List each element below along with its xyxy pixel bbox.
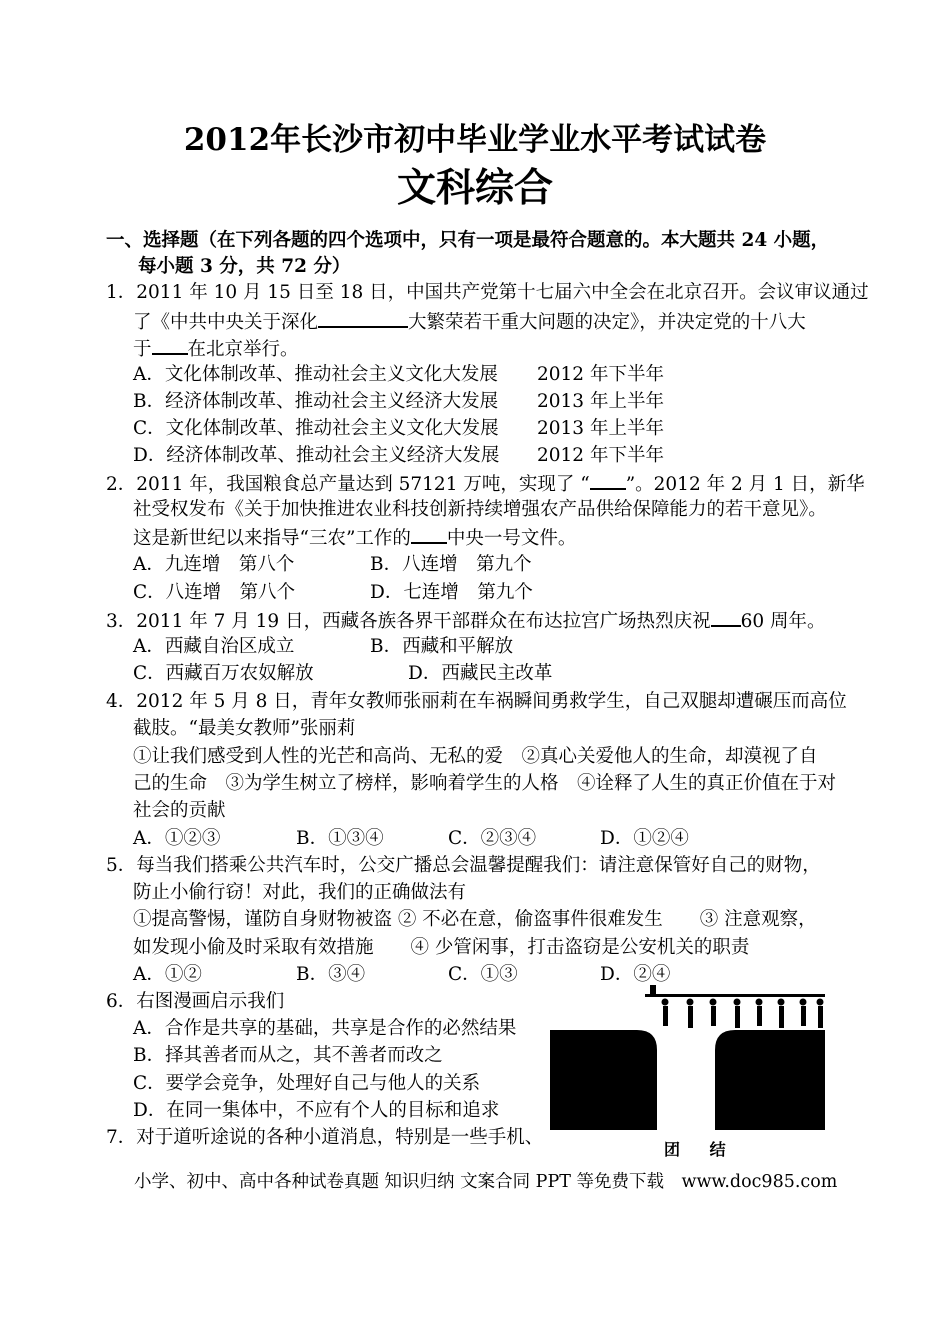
q5-option-d: D．②④ (600, 964, 671, 985)
q5-stem: 5．每当我们搭乘公共汽车时，公交广播总会温馨提醒我们：请注意保管好自己的财物， (106, 855, 821, 876)
q2-stem-line2: 社受权发布《关于加快推进农业科技创新持续增强农产品供给保障能力的若干意见》。 (133, 499, 827, 520)
q4-option-a: A．①②③ (133, 828, 221, 849)
q2-option-b: B．八连增 第九个 (370, 554, 532, 575)
q5-statements: ①提高警惕，谨防自身财物被盗 ② 不必在意，偷盗事件很难发生 ③ 注意观察， (133, 909, 817, 930)
page-footer: 小学、初中、高中各种试卷真题 知识归纳 文案合同 PPT 等免费下载 www.doc985.com (134, 1172, 838, 1192)
answer-blank (590, 470, 626, 490)
answer-blank (411, 524, 447, 544)
q2-option-c: C．八连增 第八个 (133, 582, 296, 603)
q1-option-d: D．经济体制改革、推动社会主义经济大发展 (133, 445, 500, 466)
exam-title: 2012年长沙市初中毕业学业水平考试试卷 (183, 122, 767, 158)
cartoon-caption: 团 结 (664, 1140, 738, 1159)
q7-stem: 7．对于道听途说的各种小道消息，特别是一些手机、 (106, 1127, 544, 1148)
q3-option-d: D．西藏民主改革 (408, 663, 553, 684)
q1-option-a-time: 2012 年下半年 (537, 364, 664, 385)
q4-statements: ①让我们感受到人性的光芒和高尚、无私的爱 ②真心关爱他人的生命，却漠视了自 (133, 746, 818, 767)
unity-cartoon-image (545, 985, 830, 1160)
q4-stem: 4．2012 年 5 月 8 日，青年女教师张丽莉在车祸瞬间勇救学生，自己双腿却遭碾压而高位 (106, 691, 847, 712)
exam-subject: 文科综合 (396, 165, 553, 211)
q4-statements-line2: 己的生命 ③为学生树立了榜样，影响着学生的人格 ④诠释了人生的真正价值在于对 (133, 773, 837, 794)
q1-stem-line3: 于 在北京举行。 (133, 335, 299, 363)
answer-blank (318, 308, 408, 328)
q4-stem-line2: 截肢。“最美女教师”张丽莉 (133, 718, 356, 739)
q6-option-b: B．择其善者而从之，其不善者而改之 (133, 1045, 443, 1066)
q4-option-c: C．②③④ (448, 828, 537, 849)
q3-stem: 3．2011 年 7 月 19 日，西藏各族各界干部群众在布达拉宫广场热烈庆祝 60 周年。 (106, 607, 826, 635)
section-heading-cont: 每小题 3 分，共 72 分） (138, 256, 351, 277)
q1-option-b-time: 2013 年上半年 (537, 391, 664, 412)
q1-option-d-time: 2012 年下半年 (537, 445, 664, 466)
q5-option-b: B．③④ (296, 964, 366, 985)
q1-stem-line2: 了《中共中央关于深化 大繁荣若干重大问题的决定》，并决定党的十八大 (133, 308, 806, 336)
q6-option-a: A．合作是共享的基础，共享是合作的必然结果 (133, 1018, 517, 1039)
q2-option-a: A．九连增 第八个 (133, 554, 295, 575)
q6-stem: 6．右图漫画启示我们 (106, 991, 285, 1012)
q1-option-c: C．文化体制改革、推动社会主义文化大发展 (133, 418, 499, 439)
q1-option-a: A．文化体制改革、推动社会主义文化大发展 (133, 364, 498, 385)
answer-blank (711, 607, 741, 627)
q3-option-c: C．西藏百万农奴解放 (133, 663, 314, 684)
q1-stem: 1．2011 年 10 月 15 日至 18 日，中国共产党第十七届六中全会在北京召开。会议审议通过 (106, 282, 869, 303)
q1-option-c-time: 2013 年上半年 (537, 418, 664, 439)
answer-blank (152, 335, 188, 355)
q4-statements-line3: 社会的贡献 (133, 800, 226, 821)
q3-option-a: A．西藏自治区成立 (133, 636, 295, 657)
q4-option-d: D．①②④ (600, 828, 689, 849)
q3-option-b: B．西藏和平解放 (370, 636, 514, 657)
q6-option-c: C．要学会竞争，处理好自己与他人的关系 (133, 1073, 481, 1094)
q6-option-d: D．在同一集体中，不应有个人的目标和追求 (133, 1100, 500, 1121)
q5-option-c: C．①③ (448, 964, 518, 985)
section-heading: 一、选择题（在下列各题的四个选项中，只有一项是最符合题意的。本大题共 24 小题， (106, 230, 830, 251)
q2-option-d: D．七连增 第九个 (370, 582, 533, 603)
q2-stem-line3: 这是新世纪以来指导“三农”工作的 中央一号文件。 (133, 524, 576, 552)
q5-stem-line2: 防止小偷行窃！对此，我们的正确做法有 (133, 882, 467, 903)
q4-option-b: B．①③④ (296, 828, 384, 849)
q5-statements-line2: 如发现小偷及时采取有效措施 ④ 少管闲事，打击盗窃是公安机关的职责 (133, 937, 750, 958)
q1-option-b: B．经济体制改革、推动社会主义经济大发展 (133, 391, 499, 412)
q2-stem: 2．2011 年，我国粮食总产量达到 57121 万吨，实现了 “ ”。2012 年 2 月 1 日，新华 (106, 470, 865, 498)
q5-option-a: A．①② (133, 964, 202, 985)
